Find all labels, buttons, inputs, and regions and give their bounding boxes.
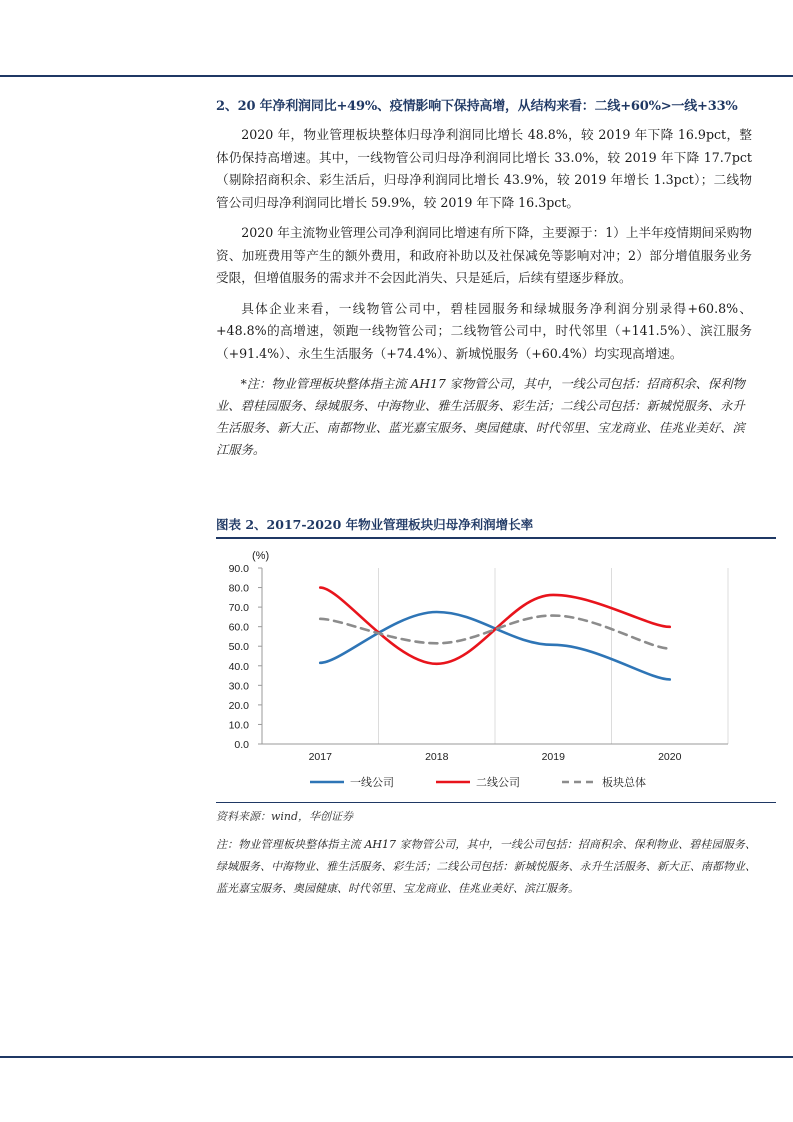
- figure-title: 图表 2、2017-2020 年物业管理板块归母净利润增长率: [216, 517, 534, 532]
- x-tick-label: 2020: [658, 751, 682, 763]
- line-chart: [216, 540, 776, 802]
- y-tick-label: 70.0: [228, 602, 249, 615]
- y-tick-label: 20.0: [228, 699, 249, 712]
- paragraph-3: 具体企业来看，一线物管公司中，碧桂园服务和绿城服务净利润分别录得+60.8%、+48.8%的高增速，领跑一线物管公司；二线物管公司中，时代邻里（+141.5%）、滨江服务（+91.4%）、永生生活服务（+74.4%）、新城悦服务（+60.4%）均实现高增速。: [216, 300, 752, 361]
- figure-note: 注：物业管理板块整体指主流 AH17 家物管公司，其中，一线公司包括：招商积余、保利物业、碧桂园服务、绿城服务、中海物业、雅生活服务、彩生活；二线公司包括：新城悦服务、永升生活服务、新大正、南都物业、蓝光嘉宝服务、奥园健康、时代邻里、宝龙商业、佳兆业美好、滨江服务。: [216, 838, 756, 895]
- section-note: *注：物业管理板块整体指主流 AH17 家物管公司，其中，一线公司包括：招商积余、保利物业、碧桂园服务、绿城服务、中海物业、雅生活服务、彩生活；二线公司包括：新城悦服务、永升生活服务、新大正、南都物业、蓝光嘉宝服务、奥园健康、时代邻里、宝龙商业、佳兆业美好、滨江服务。: [216, 377, 745, 457]
- main-content: [216, 96, 752, 461]
- section-heading: 2、20 年净利润同比+49%、疫情影响下保持高增，从结构来看：二线+60%>一线+33%: [216, 99, 738, 114]
- x-tick-label: 2018: [425, 751, 449, 763]
- y-tick-label: 40.0: [228, 660, 249, 673]
- x-tick-label: 2019: [541, 751, 565, 763]
- legend-label-2: 二线公司: [476, 777, 520, 789]
- y-tick-label: 30.0: [228, 680, 249, 693]
- figure-top-rule: [216, 537, 776, 539]
- y-axis-unit-label: (%): [252, 550, 270, 562]
- header-rule: [0, 75, 793, 77]
- figure-source: 资料来源：wind，华创证券: [216, 810, 354, 823]
- y-tick-label: 60.0: [228, 621, 249, 634]
- legend-label-3: 板块总体: [602, 777, 646, 789]
- y-tick-label: 80.0: [228, 582, 249, 595]
- paragraph-1: 2020 年，物业管理板块整体归母净利润同比增长 48.8%，较 2019 年下降 16.9pct，整体仍保持高增速。其中，一线物管公司归母净利润同比增长 33.0%，较 2019 年下降 17.7pct（剔除招商积余、彩生活后，归母净利润同比增长 43.9%，较 2019 年增长 1.3pct）；二线物管公司归母净利润同比增长 59.9%，较 2019 年下降 16.3pct。: [216, 127, 752, 210]
- paragraph-2: 2020 年主流物业管理公司净利润同比增速有所下降，主要源于：1）上半年疫情期间采购物资、加班费用等产生的额外费用，和政府补助以及社保减免等影响对冲；2）部分增值服务业务受限，但增值服务的需求并不会因此消失、只是延后，后续有望逐步释放。: [216, 225, 752, 285]
- y-tick-label: 10.0: [228, 719, 249, 732]
- y-tick-label: 0.0: [234, 739, 249, 751]
- x-tick-label: 2017: [308, 751, 332, 763]
- legend-label-1: 一线公司: [350, 777, 394, 789]
- footer-rule: [0, 1056, 793, 1058]
- figure-bottom-rule: [216, 802, 776, 803]
- y-tick-label: 90.0: [228, 563, 249, 575]
- y-tick-label: 50.0: [228, 641, 249, 654]
